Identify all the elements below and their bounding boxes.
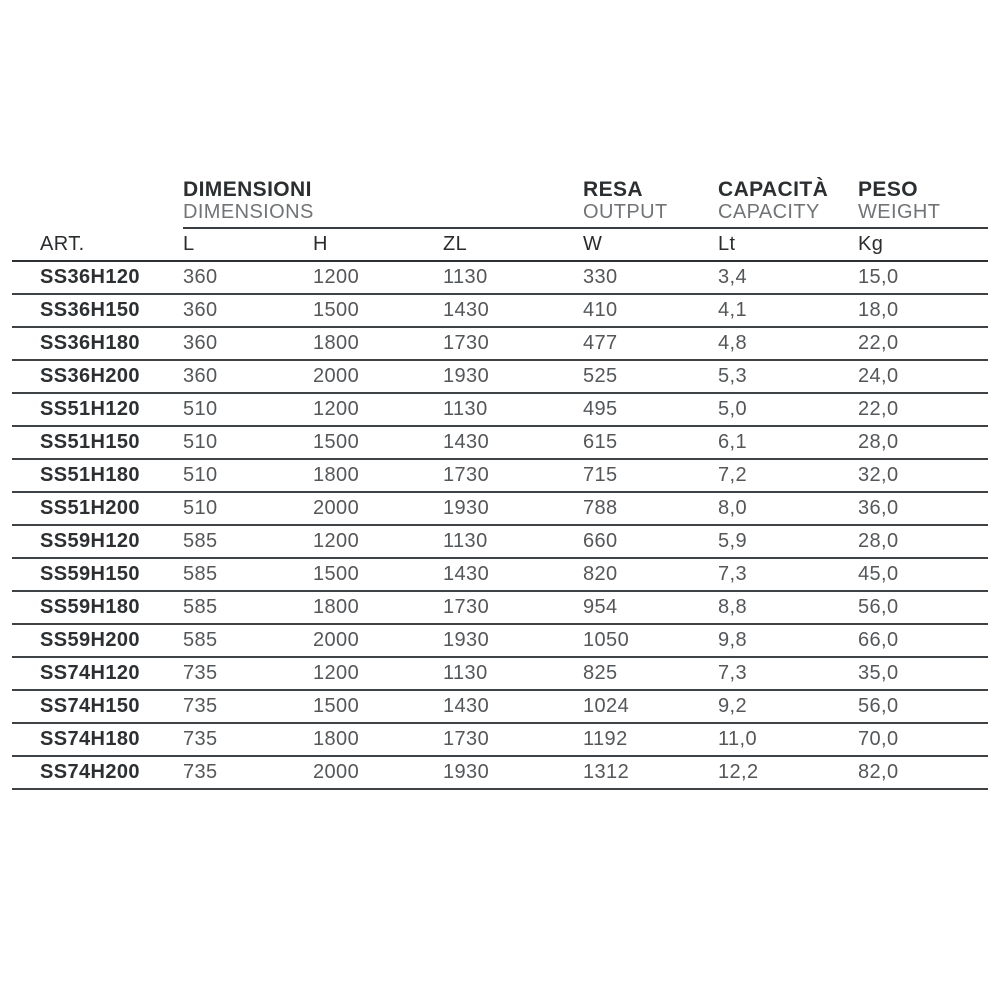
value-cell: 66,0 [858, 624, 988, 657]
value-cell: 4,8 [718, 327, 858, 360]
value-cell: 1050 [583, 624, 718, 657]
value-cell: 1800 [313, 327, 443, 360]
spec-table-body [12, 261, 988, 789]
value-cell: 1024 [583, 690, 718, 723]
value-cell: 1500 [313, 558, 443, 591]
table-row [12, 525, 988, 558]
table-row [12, 393, 988, 426]
value-cell: 4,1 [718, 294, 858, 327]
value-cell: 1730 [443, 459, 583, 492]
table-row [12, 690, 988, 723]
value-cell: 1930 [443, 360, 583, 393]
group-subtitle-capacity: CAPACITY [718, 201, 820, 223]
value-cell: 1200 [313, 657, 443, 690]
art-code-cell: SS59H150 [12, 558, 183, 591]
value-cell: 1500 [313, 294, 443, 327]
value-cell: 585 [183, 558, 313, 591]
value-cell: 788 [583, 492, 718, 525]
value-cell: 9,8 [718, 624, 858, 657]
value-cell: 1130 [443, 657, 583, 690]
column-header-kg: Kg [858, 228, 988, 261]
value-cell: 28,0 [858, 426, 988, 459]
value-cell: 2000 [313, 492, 443, 525]
table-row [12, 426, 988, 459]
art-code-cell: SS51H120 [12, 393, 183, 426]
value-cell: 1930 [443, 624, 583, 657]
value-cell: 82,0 [858, 756, 988, 789]
value-cell: 585 [183, 525, 313, 558]
value-cell: 1430 [443, 294, 583, 327]
group-header-weight [858, 178, 988, 228]
value-cell: 1200 [313, 261, 443, 294]
value-cell: 5,0 [718, 393, 858, 426]
art-code-cell: SS74H120 [12, 657, 183, 690]
value-cell: 24,0 [858, 360, 988, 393]
art-code-cell: SS36H180 [12, 327, 183, 360]
column-header-h: H [313, 228, 443, 261]
value-cell: 2000 [313, 756, 443, 789]
table-row [12, 756, 988, 789]
value-cell: 735 [183, 657, 313, 690]
column-header-lt: Lt [718, 228, 858, 261]
value-cell: 56,0 [858, 591, 988, 624]
value-cell: 36,0 [858, 492, 988, 525]
value-cell: 1800 [313, 591, 443, 624]
group-title-peso: PESO [858, 178, 918, 201]
table-row [12, 591, 988, 624]
value-cell: 56,0 [858, 690, 988, 723]
value-cell: 5,9 [718, 525, 858, 558]
value-cell: 510 [183, 426, 313, 459]
value-cell: 615 [583, 426, 718, 459]
column-header-w: W [583, 228, 718, 261]
value-cell: 28,0 [858, 525, 988, 558]
value-cell: 3,4 [718, 261, 858, 294]
group-subtitle-dimensions: DIMENSIONS [183, 201, 314, 223]
value-cell: 9,2 [718, 690, 858, 723]
value-cell: 11,0 [718, 723, 858, 756]
group-title-resa: RESA [583, 178, 643, 201]
value-cell: 6,1 [718, 426, 858, 459]
table-row [12, 492, 988, 525]
art-code-cell: SS51H200 [12, 492, 183, 525]
value-cell: 1312 [583, 756, 718, 789]
value-cell: 715 [583, 459, 718, 492]
value-cell: 7,3 [718, 657, 858, 690]
value-cell: 495 [583, 393, 718, 426]
value-cell: 510 [183, 393, 313, 426]
table-row [12, 360, 988, 393]
value-cell: 8,8 [718, 591, 858, 624]
value-cell: 15,0 [858, 261, 988, 294]
art-code-cell: SS51H180 [12, 459, 183, 492]
group-subtitle-weight: WEIGHT [858, 201, 941, 223]
value-cell: 820 [583, 558, 718, 591]
spec-table [12, 178, 988, 790]
value-cell: 1930 [443, 756, 583, 789]
value-cell: 1730 [443, 591, 583, 624]
art-code-cell: SS74H180 [12, 723, 183, 756]
value-cell: 1800 [313, 459, 443, 492]
value-cell: 525 [583, 360, 718, 393]
value-cell: 954 [583, 591, 718, 624]
value-cell: 1130 [443, 525, 583, 558]
column-header-l: L [183, 228, 313, 261]
group-header-output [583, 178, 718, 228]
group-title-capacita: CAPACITÀ [718, 178, 829, 201]
value-cell: 1800 [313, 723, 443, 756]
value-cell: 735 [183, 756, 313, 789]
value-cell: 35,0 [858, 657, 988, 690]
value-cell: 410 [583, 294, 718, 327]
group-header-spacer [12, 178, 183, 228]
value-cell: 477 [583, 327, 718, 360]
art-code-cell: SS59H120 [12, 525, 183, 558]
art-code-cell: SS36H200 [12, 360, 183, 393]
value-cell: 1430 [443, 690, 583, 723]
value-cell: 18,0 [858, 294, 988, 327]
value-cell: 825 [583, 657, 718, 690]
value-cell: 735 [183, 690, 313, 723]
value-cell: 70,0 [858, 723, 988, 756]
value-cell: 45,0 [858, 558, 988, 591]
column-header-art: ART. [12, 228, 183, 261]
value-cell: 1192 [583, 723, 718, 756]
art-code-cell: SS36H120 [12, 261, 183, 294]
value-cell: 510 [183, 459, 313, 492]
value-cell: 360 [183, 261, 313, 294]
value-cell: 22,0 [858, 393, 988, 426]
value-cell: 585 [183, 624, 313, 657]
value-cell: 1730 [443, 327, 583, 360]
table-row [12, 558, 988, 591]
value-cell: 585 [183, 591, 313, 624]
column-header-row [12, 228, 988, 261]
value-cell: 360 [183, 294, 313, 327]
value-cell: 510 [183, 492, 313, 525]
value-cell: 7,3 [718, 558, 858, 591]
value-cell: 1500 [313, 426, 443, 459]
art-code-cell: SS74H200 [12, 756, 183, 789]
value-cell: 735 [183, 723, 313, 756]
value-cell: 1730 [443, 723, 583, 756]
table-row [12, 657, 988, 690]
table-row [12, 327, 988, 360]
value-cell: 12,2 [718, 756, 858, 789]
value-cell: 1430 [443, 558, 583, 591]
table-row [12, 261, 988, 294]
art-code-cell: SS36H150 [12, 294, 183, 327]
value-cell: 22,0 [858, 327, 988, 360]
value-cell: 1130 [443, 393, 583, 426]
value-cell: 360 [183, 360, 313, 393]
value-cell: 8,0 [718, 492, 858, 525]
art-code-cell: SS59H180 [12, 591, 183, 624]
group-title-dimensioni: DIMENSIONI [183, 178, 312, 201]
value-cell: 360 [183, 327, 313, 360]
value-cell: 330 [583, 261, 718, 294]
group-subtitle-output: OUTPUT [583, 201, 668, 223]
table-row [12, 723, 988, 756]
table-row [12, 624, 988, 657]
value-cell: 1130 [443, 261, 583, 294]
group-header-row [12, 178, 988, 228]
value-cell: 2000 [313, 360, 443, 393]
value-cell: 7,2 [718, 459, 858, 492]
value-cell: 1200 [313, 525, 443, 558]
table-row [12, 459, 988, 492]
table-row [12, 294, 988, 327]
value-cell: 1200 [313, 393, 443, 426]
value-cell: 1930 [443, 492, 583, 525]
value-cell: 1500 [313, 690, 443, 723]
art-code-cell: SS59H200 [12, 624, 183, 657]
value-cell: 1430 [443, 426, 583, 459]
column-header-zl: ZL [443, 228, 583, 261]
value-cell: 5,3 [718, 360, 858, 393]
value-cell: 2000 [313, 624, 443, 657]
group-header-dimensions [183, 178, 583, 228]
value-cell: 660 [583, 525, 718, 558]
art-code-cell: SS74H150 [12, 690, 183, 723]
value-cell: 32,0 [858, 459, 988, 492]
art-code-cell: SS51H150 [12, 426, 183, 459]
group-header-capacity [718, 178, 858, 228]
